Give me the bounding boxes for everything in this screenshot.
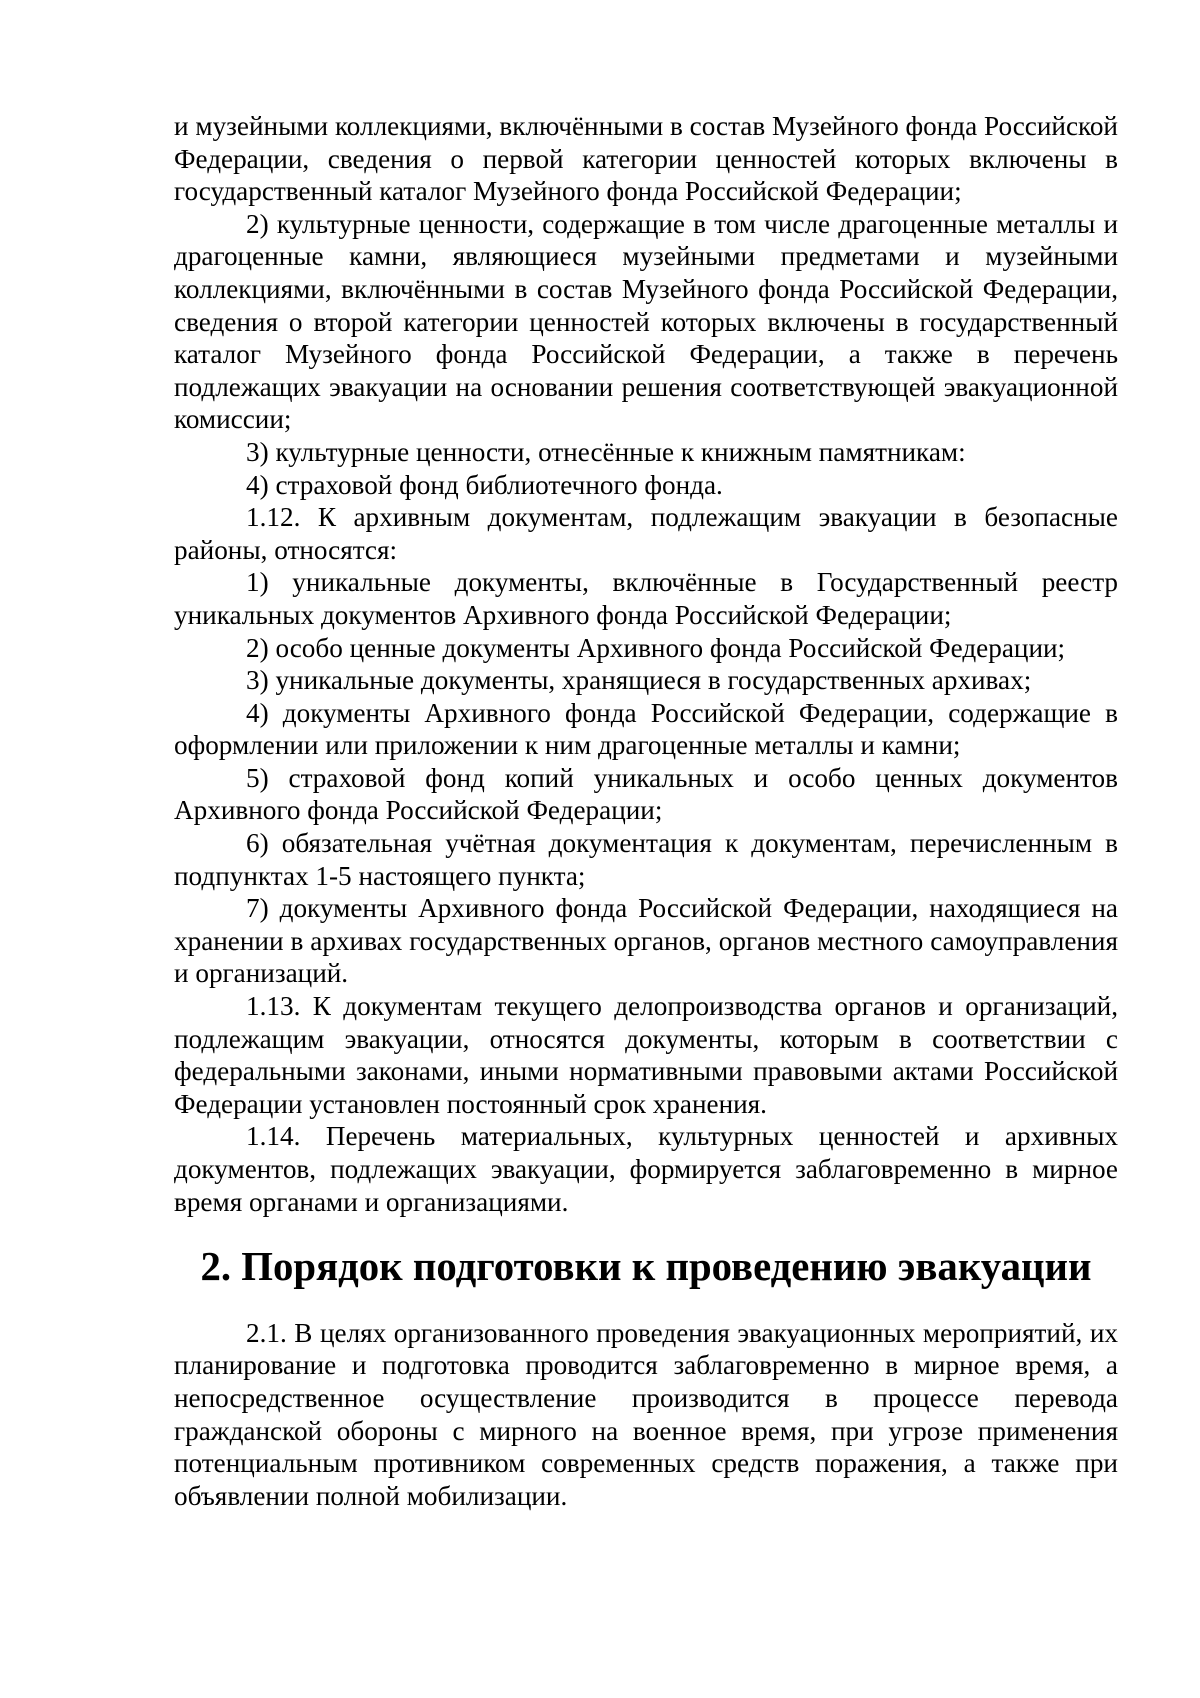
paragraph-archive-item-3: 3) уникальные документы, хранящиеся в государственных архивах; <box>246 665 1032 696</box>
paragraph-museum-collections-continued: и музейными коллекциями, включёнными в состав Музейного фонда Российской Федерации, сведения о первой категории ценностей которых включены в государственный каталог Музейного фонда Российской Федерации; <box>174 111 1118 207</box>
paragraph-archive-item-2: 2) особо ценные документы Архивного фонда Российской Федерации; <box>246 632 1066 663</box>
paragraph-item-3-book-monuments: 3) культурные ценности, отнесённые к книжным памятникам: <box>246 436 966 467</box>
paragraph-archive-item-6: 6) обязательная учётная документация к документам, перечисленным в подпунктах 1-5 настоящего пункта; <box>174 828 1118 891</box>
paragraph-item-2-cultural-values: 2) культурные ценности, содержащие в том числе драгоценные металлы и драгоценные камни, являющиеся музейными предметами и музейными коллекциями, включёнными в состав Музейного фонда Российской Федерации, сведения о второй категории ценностей которых включены в государственный каталог Музейного фонда Российской Федерации, а также в перечень подлежащих эвакуации на основании решения соответствующей эвакуационной комиссии; <box>174 208 1118 435</box>
paragraph-2-1-planning: 2.1. В целях организованного проведения эвакуационных мероприятий, их планирование и подготовка проводится заблаговременно в мирное время, а непосредственное осуществление производится в процессе перевода гражданской обороны с мирного на военное время, при угрозе применения потенциальным противником современных средств поражения, а также при объявлении полной мобилизации. <box>174 1317 1118 1511</box>
paragraph-archive-item-7: 7) документы Архивного фонда Российской Федерации, находящиеся на хранении в архивах государственных органов, органов местного самоуправления и организаций. <box>174 893 1118 989</box>
section-heading: 2. Порядок подготовки к проведению эвакуации <box>200 1244 1092 1290</box>
paragraph-1-12-archive-documents: 1.12. К архивным документам, подлежащим эвакуации в безопасные районы, относятся: <box>174 502 1118 565</box>
paragraph-item-4-insurance-fund: 4) страховой фонд библиотечного фонда. <box>246 469 723 500</box>
paragraph-1-14-evacuation-list: 1.14. Перечень материальных, культурных ценностей и архивных документов, подлежащих эвакуации, формируется заблаговременно в мирное время органами и организациями. <box>174 1121 1118 1217</box>
paragraph-archive-item-5: 5) страховой фонд копий уникальных и особо ценных документов Архивного фонда Российской Федерации; <box>174 762 1118 826</box>
paragraph-archive-item-4: 4) документы Архивного фонда Российской Федерации, содержащие в оформлении или приложении к ним драгоценные металлы и камни; <box>174 697 1118 761</box>
paragraph-1-13-current-records: 1.13. К документам текущего делопроизводства органов и организаций, подлежащим эвакуации, относятся документы, которым в соответствии с федеральными законами, иными нормативными правовыми актами Российской Федерации установлен постоянный срок хранения. <box>174 991 1118 1119</box>
document-page <box>174 110 1118 1512</box>
paragraph-archive-item-1: 1) уникальные документы, включённые в Государственный реестр уникальных документов Архивного фонда Российской Федерации; <box>174 567 1118 630</box>
